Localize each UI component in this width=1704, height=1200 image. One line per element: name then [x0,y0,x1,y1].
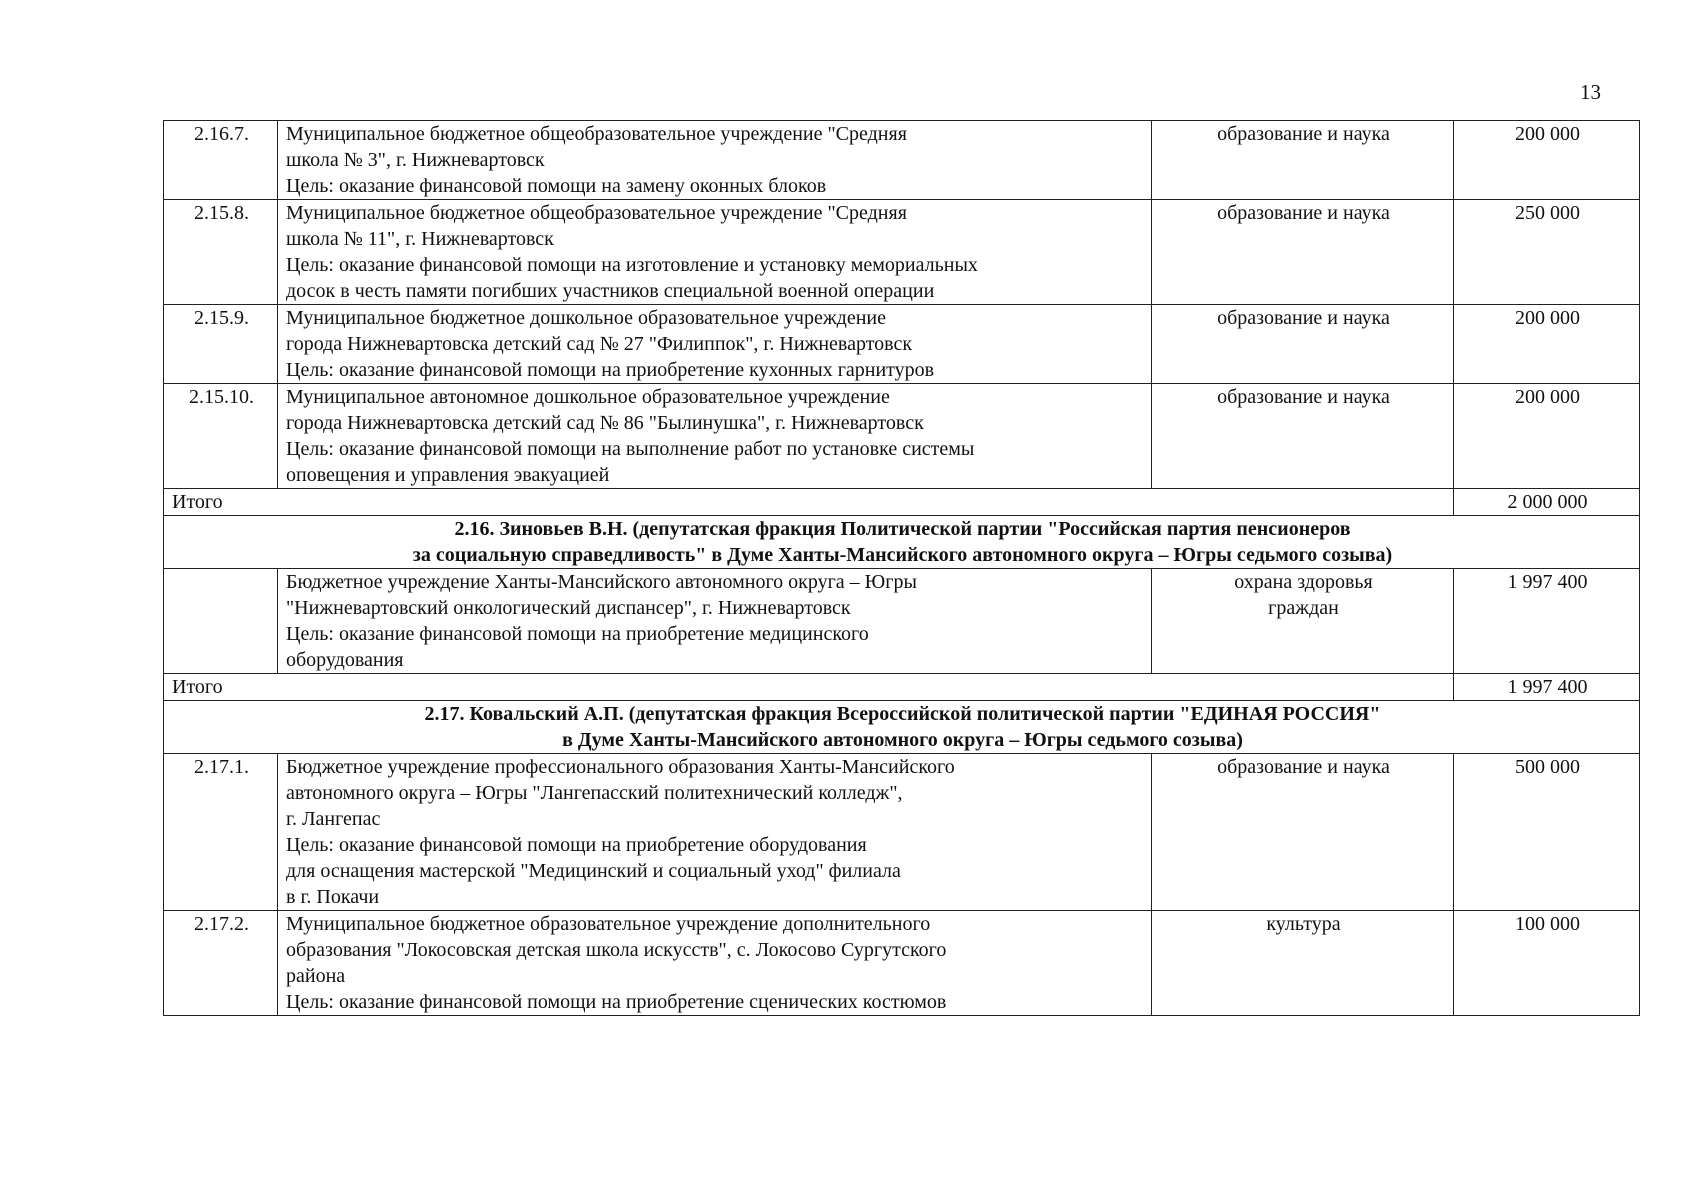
item-number: 2.15.10. [164,384,278,489]
table-row [164,569,1640,674]
section-heading: 2.16. Зиновьев В.Н. (депутатская фракция Политической партии "Российская партия пенсионеров за социальную справедливость" в Думе Ханты-Мансийского автономного округа – Югры седьмого созыва) [164,516,1640,569]
item-number: 2.17.2. [164,911,278,1016]
item-number [164,569,278,674]
item-area: образование и наука [1152,121,1454,200]
item-number: 2.15.9. [164,305,278,384]
item-area: образование и наука [1152,200,1454,305]
section-heading-row [164,516,1640,569]
item-number: 2.15.8. [164,200,278,305]
total-amount: 2 000 000 [1454,489,1640,516]
item-number: 2.16.7. [164,121,278,200]
item-amount: 100 000 [1454,911,1640,1016]
item-amount: 200 000 [1454,121,1640,200]
table-row [164,911,1640,1016]
item-area: образование и наука [1152,384,1454,489]
total-label: Итого [164,489,1454,516]
table-row [164,200,1640,305]
total-amount: 1 997 400 [1454,674,1640,701]
total-row [164,489,1640,516]
item-amount: 200 000 [1454,305,1640,384]
item-description: Муниципальное бюджетное общеобразовательное учреждение "Средняя школа № 11", г. Нижневартовск Цель: оказание финансовой помощи на изготовление и установку мемориальных досок в честь памяти погибших участников специальной военной операции [278,200,1152,305]
item-description: Муниципальное бюджетное дошкольное образовательное учреждение города Нижневартовска детский сад № 27 "Филиппок", г. Нижневартовск Цель: оказание финансовой помощи на приобретение кухонных гарнитуров [278,305,1152,384]
table-row [164,384,1640,489]
item-amount: 1 997 400 [1454,569,1640,674]
item-area: образование и наука [1152,754,1454,911]
section-heading-row [164,701,1640,754]
table-row [164,754,1640,911]
funding-table [163,120,1640,1016]
page-number: 13 [1580,80,1601,104]
item-amount: 250 000 [1454,200,1640,305]
item-amount: 200 000 [1454,384,1640,489]
table-row [164,121,1640,200]
total-row [164,674,1640,701]
item-description: Муниципальное автономное дошкольное образовательное учреждение города Нижневартовска детский сад № 86 "Былинушка", г. Нижневартовск Цель: оказание финансовой помощи на выполнение работ по установке системы оповещения и управления эвакуацией [278,384,1152,489]
item-amount: 500 000 [1454,754,1640,911]
item-area: образование и наука [1152,305,1454,384]
item-description: Муниципальное бюджетное образовательное учреждение дополнительного образования "Локосовская детская школа искусств", с. Локосово Сургутского района Цель: оказание финансовой помощи на приобретение сценических костюмов [278,911,1152,1016]
item-description: Муниципальное бюджетное общеобразовательное учреждение "Средняя школа № 3", г. Нижневартовск Цель: оказание финансовой помощи на замену оконных блоков [278,121,1152,200]
item-description: Бюджетное учреждение Ханты-Мансийского автономного округа – Югры "Нижневартовский онкологический диспансер", г. Нижневартовск Цель: оказание финансовой помощи на приобретение медицинского оборудования [278,569,1152,674]
total-label: Итого [164,674,1454,701]
item-area: культура [1152,911,1454,1016]
section-heading: 2.17. Ковальский А.П. (депутатская фракция Всероссийской политической партии "ЕДИНАЯ РОССИЯ" в Думе Ханты-Мансийского автономного округа – Югры седьмого созыва) [164,701,1640,754]
table-row [164,305,1640,384]
item-description: Бюджетное учреждение профессионального образования Ханты-Мансийского автономного округа – Югры "Лангепасский политехнический колледж", г. Лангепас Цель: оказание финансовой помощи на приобретение оборудования для оснащения мастерской "Медицинский и социальный уход" филиала в г. Покачи [278,754,1152,911]
item-area: охрана здоровья граждан [1152,569,1454,674]
item-number: 2.17.1. [164,754,278,911]
